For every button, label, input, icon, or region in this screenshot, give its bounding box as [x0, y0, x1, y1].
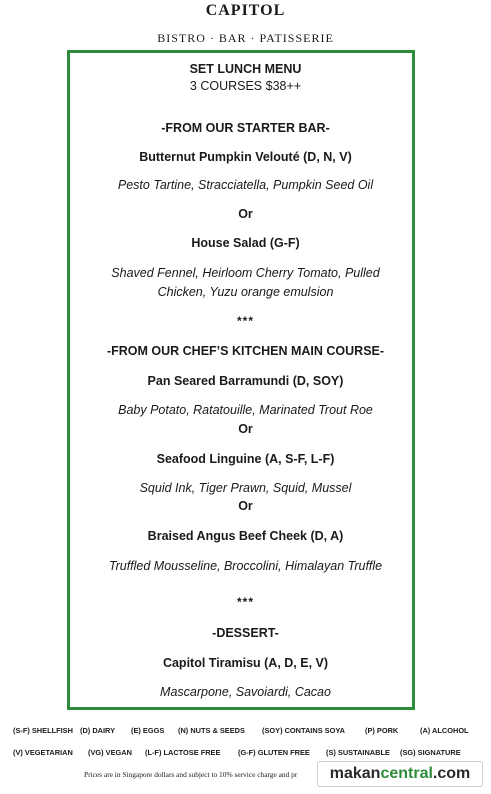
main-item-2-desc: Squid Ink, Tiger Prawn, Squid, Mussel: [139, 481, 352, 495]
legend-gluten-free: (G-F) GLUTEN FREE: [238, 748, 310, 757]
legend-sustainable: (S) SUSTAINABLE: [326, 748, 390, 757]
or-label: Or: [238, 499, 253, 513]
dessert-heading: -DESSERT-: [212, 626, 279, 640]
legend-dairy: (D) DAIRY: [80, 726, 116, 735]
main-item-2-name: Seafood Linguine (A, S-F, L-F): [156, 452, 335, 466]
legend-alcohol: (A) ALCOHOL: [420, 726, 469, 735]
main-heading: -FROM OUR CHEF’S KITCHEN MAIN COURSE-: [106, 344, 385, 358]
watermark-part2: central: [380, 765, 433, 782]
dessert-item-1-name: Capitol Tiramisu (A, D, E, V): [162, 656, 329, 670]
legend-pork: (P) PORK: [365, 726, 399, 735]
legend-soya: (SOY) CONTAINS SOYA: [262, 726, 345, 735]
price-footnote: Prices are in Singapore dollars and subject to 10% service charge and pr: [84, 770, 298, 779]
starter-item-2-desc-line2: Chicken, Yuzu orange emulsion: [157, 285, 334, 299]
main-item-1-desc: Baby Potato, Ratatouille, Marinated Trout Roe: [118, 403, 373, 417]
main-item-1-name: Pan Seared Barramundi (D, SOY): [147, 374, 344, 388]
main-item-3-name: Braised Angus Beef Cheek (D, A): [147, 529, 344, 543]
starter-heading: -FROM OUR STARTER BAR-: [161, 121, 330, 135]
starter-item-2-desc-line1: Shaved Fennel, Heirloom Cherry Tomato, Pulled: [111, 266, 380, 280]
legend-vegetarian: (V) VEGETARIAN: [13, 748, 73, 757]
watermark-part1: makan: [329, 765, 381, 782]
watermark-logo: [317, 761, 483, 787]
watermark-part3: .com: [432, 765, 471, 782]
starter-item-1-desc: Pesto Tartine, Stracciatella, Pumpkin Seed Oil: [117, 178, 374, 192]
separator: ***: [236, 314, 254, 328]
legend-lactose-free: (L-F) LACTOSE FREE: [145, 748, 221, 757]
brand-name: CAPITOL: [205, 2, 286, 19]
legend-shellfish: (S-F) SHELLFISH: [13, 726, 73, 735]
brand-tagline: BISTRO · BAR · PATISSERIE: [157, 31, 334, 45]
menu-title: SET LUNCH MENU: [189, 62, 302, 76]
legend-vegan: (VG) VEGAN: [88, 748, 132, 757]
legend-nuts-seeds: (N) NUTS & SEEDS: [178, 726, 245, 735]
menu-subtitle: 3 COURSES $38++: [189, 79, 302, 93]
legend-signature: (SG) SIGNATURE: [400, 748, 461, 757]
dessert-item-1-desc: Mascarpone, Savoiardi, Cacao: [160, 685, 331, 699]
starter-item-1-name: Butternut Pumpkin Velouté (D, N, V): [139, 150, 352, 164]
main-item-3-desc: Truffled Mousseline, Broccolini, Himalayan Truffle: [108, 559, 383, 573]
starter-item-2-name: House Salad (G-F): [191, 236, 300, 250]
separator: ***: [236, 595, 254, 609]
legend-eggs: (E) EGGS: [131, 726, 165, 735]
or-label: Or: [238, 207, 253, 221]
or-label: Or: [238, 422, 253, 436]
